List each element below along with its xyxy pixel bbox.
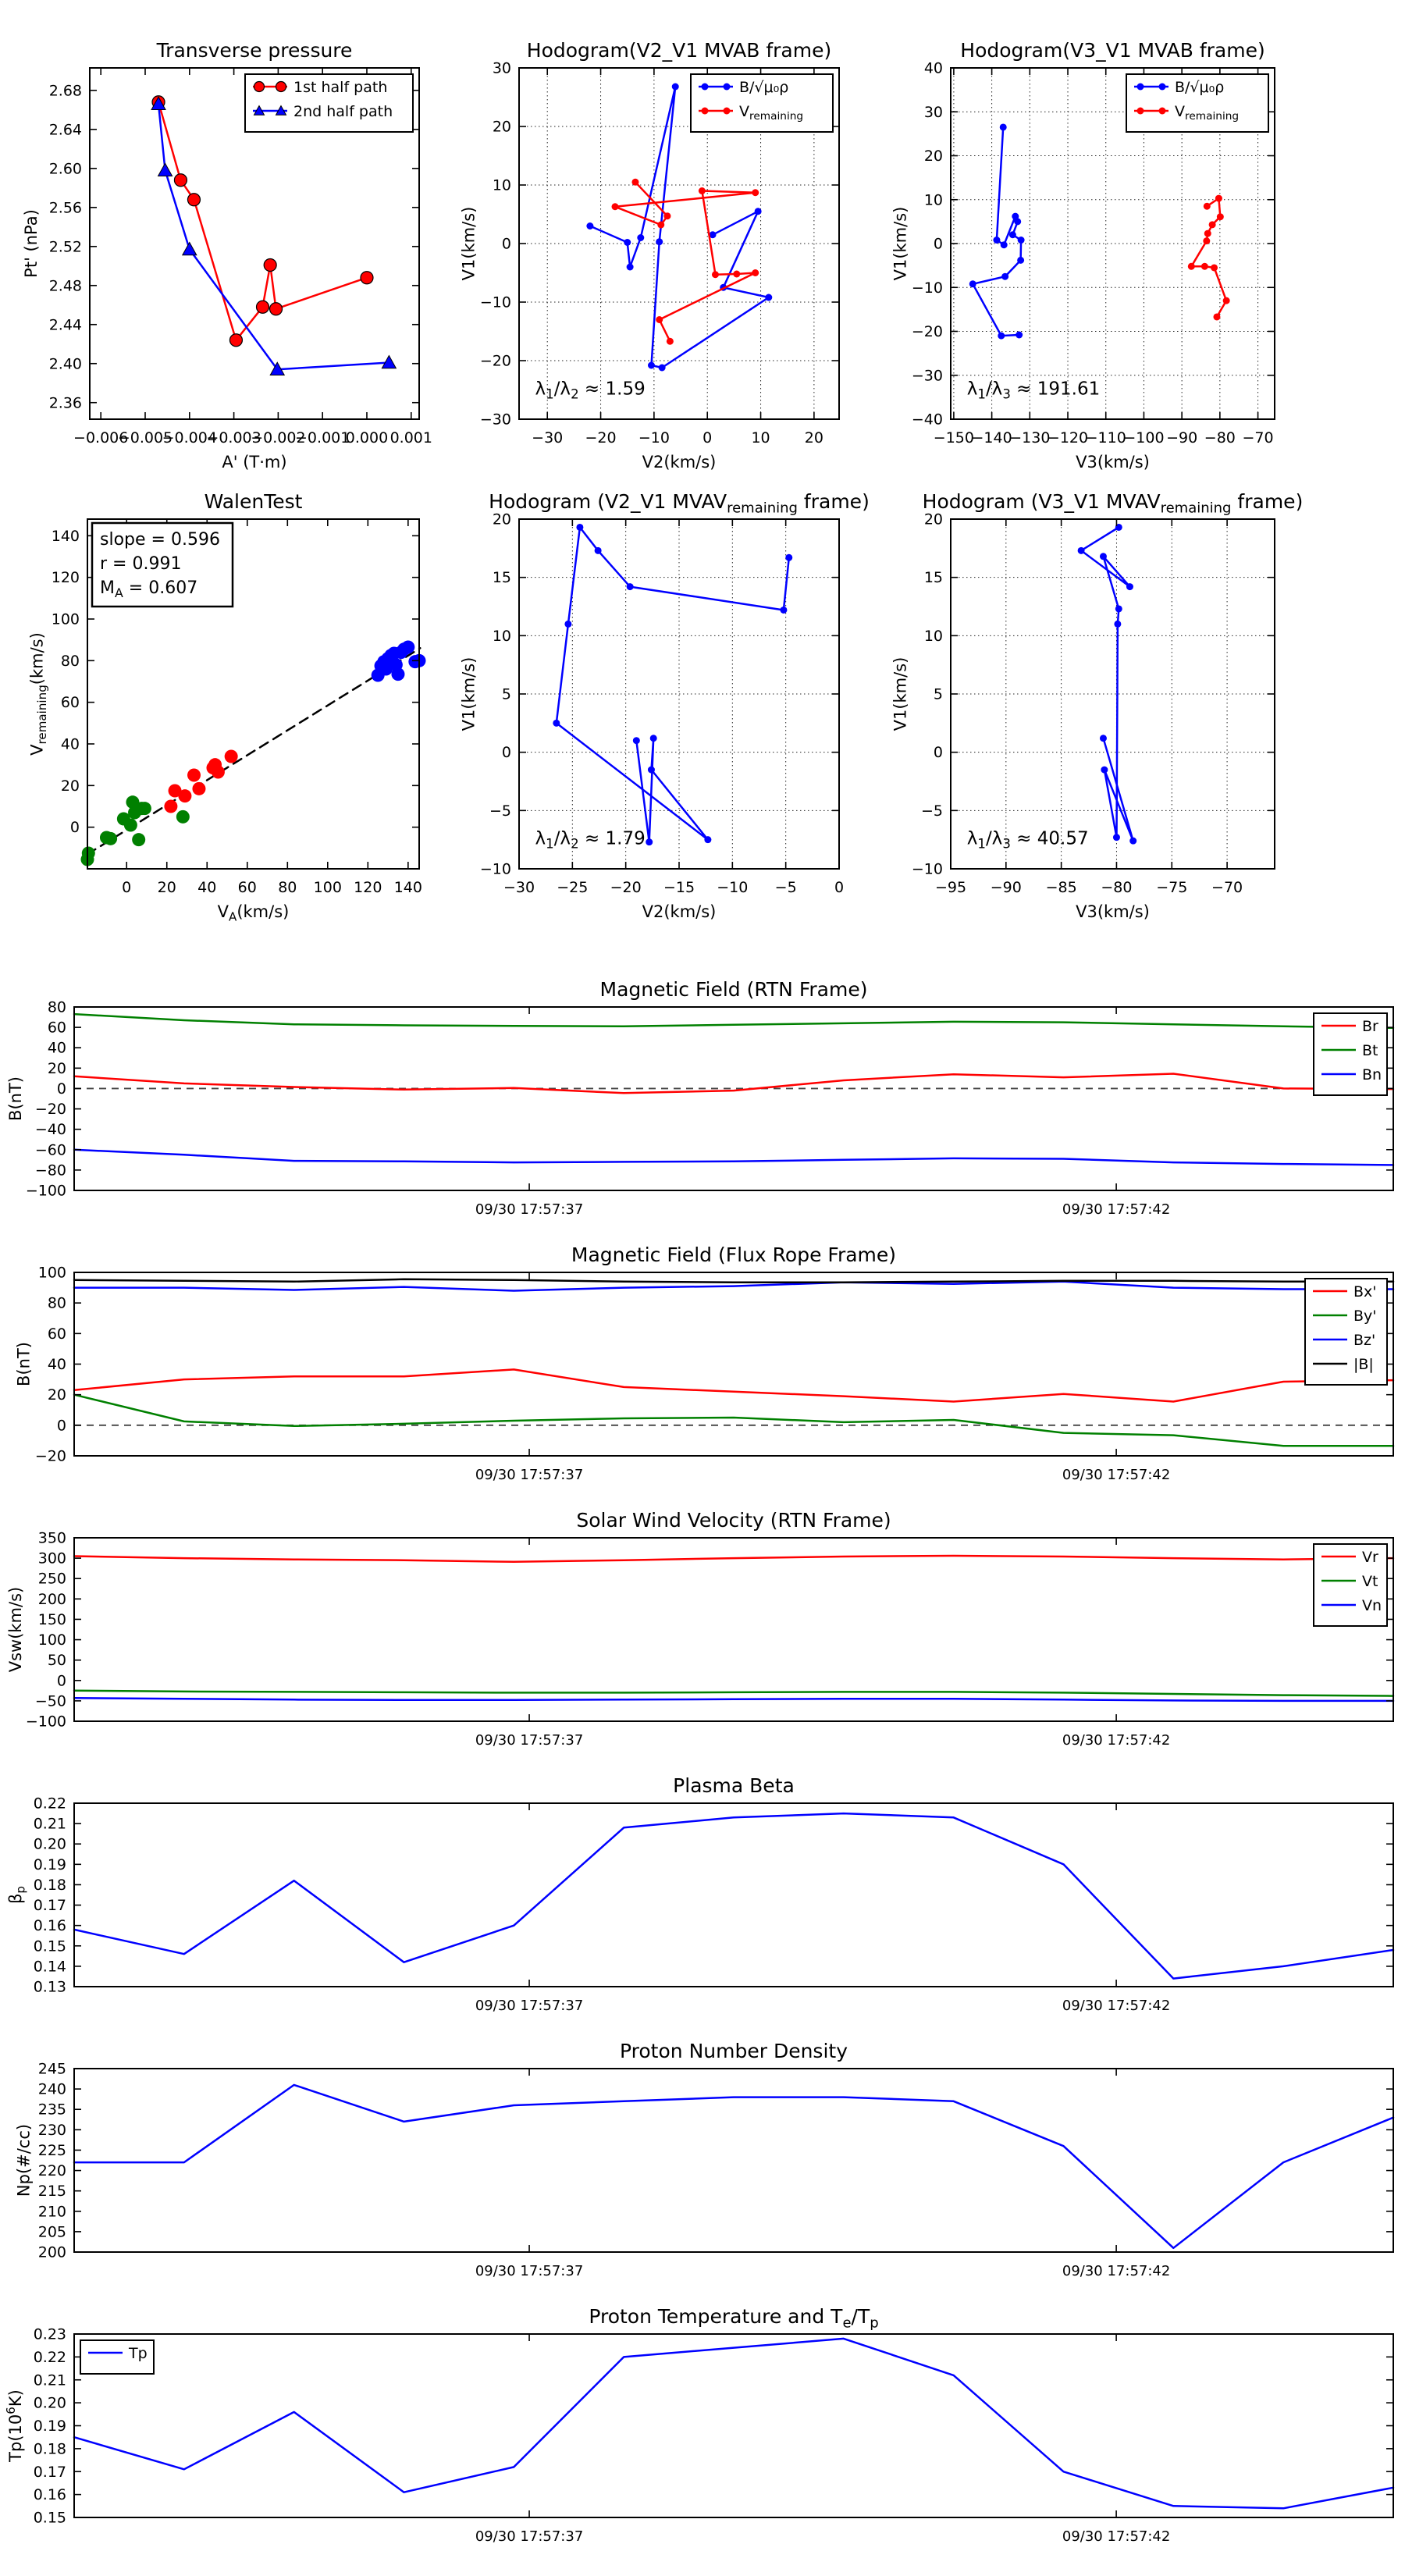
svg-text:−5: −5 [774, 879, 797, 896]
svg-text:−20: −20 [911, 323, 943, 340]
svg-text:λ1/λ2 ≈ 1.79: $\lambda_1/\lambda_2 \approx 1.79$ [535, 828, 646, 852]
svg-text:60: 60 [47, 1325, 66, 1343]
svg-text:20: 20 [47, 1059, 66, 1077]
svg-text:20: 20 [47, 1386, 66, 1404]
svg-text:2.48: 2.48 [48, 277, 82, 295]
svg-text:235: 235 [37, 2101, 66, 2119]
svg-text:−5: −5 [489, 802, 511, 820]
svg-text:−25: −25 [557, 879, 589, 896]
svg-text:−5: −5 [920, 802, 943, 820]
svg-text:−20: −20 [479, 352, 511, 370]
svg-text:100: 100 [313, 879, 342, 896]
svg-text:−85: −85 [1045, 879, 1077, 896]
svg-text:|B|: |B| [1353, 1356, 1374, 1373]
svg-text:B(nT): B(nT) [6, 1076, 25, 1121]
svg-text:09/30 17:57:37: 09/30 17:57:37 [475, 1998, 584, 2014]
svg-text:−40: −40 [34, 1121, 66, 1139]
svg-text:215: 215 [37, 2183, 66, 2201]
svg-text:5: 5 [933, 685, 943, 703]
svg-text:Vsw(km/s): Vsw(km/s) [6, 1586, 25, 1673]
svg-text:80: 80 [47, 1294, 66, 1312]
chart-magnetic-field-rtn [6, 978, 1393, 1218]
svg-text:0.16: 0.16 [33, 1917, 66, 1935]
svg-text:−10: −10 [479, 860, 511, 878]
svg-text:Br: Br [1362, 1018, 1378, 1035]
chart-hodogram-v3v1-mvab [891, 39, 1275, 471]
svg-text:09/30 17:57:37: 09/30 17:57:37 [475, 2528, 584, 2545]
svg-text:0.15: 0.15 [33, 2509, 66, 2527]
svg-text:−70: −70 [1242, 429, 1274, 447]
svg-text:210: 210 [37, 2203, 66, 2221]
svg-text:0.19: 0.19 [33, 1856, 66, 1873]
svg-text:0.16: 0.16 [33, 2486, 66, 2504]
svg-text:350: 350 [37, 1529, 66, 1547]
svg-text:0.000: 0.000 [345, 429, 389, 447]
svg-text:−10: −10 [638, 429, 670, 447]
chart-hodogram-v2v1-mvav [460, 490, 870, 921]
svg-text:V1(km/s): V1(km/s) [891, 656, 910, 731]
svg-text:−100: −100 [25, 1182, 66, 1200]
svg-text:−30: −30 [532, 429, 564, 447]
svg-text:60: 60 [60, 694, 80, 712]
svg-text:80: 80 [60, 652, 80, 670]
svg-text:20: 20 [804, 429, 823, 447]
chart-walen-test [28, 490, 426, 924]
svg-text:−110: −110 [1085, 429, 1126, 447]
svg-text:−0.004: −0.004 [162, 429, 217, 447]
svg-text:30: 30 [492, 59, 511, 77]
svg-text:−50: −50 [34, 1692, 66, 1710]
svg-text:0: 0 [56, 1080, 66, 1098]
svg-text:10: 10 [923, 191, 943, 209]
svg-text:V2(km/s): V2(km/s) [642, 453, 717, 471]
svg-text:−75: −75 [1156, 879, 1188, 896]
svg-text:2.60: 2.60 [48, 160, 82, 178]
svg-text:100: 100 [51, 610, 80, 628]
svg-text:2.56: 2.56 [48, 199, 82, 217]
svg-text:09/30 17:57:42: 09/30 17:57:42 [1062, 1998, 1171, 2014]
svg-text:15: 15 [923, 569, 943, 587]
svg-text:20: 20 [60, 777, 80, 795]
svg-text:0: 0 [933, 235, 943, 253]
svg-text:0.14: 0.14 [33, 1958, 66, 1976]
svg-text:−80: −80 [1204, 429, 1236, 447]
svg-text:80: 80 [278, 879, 297, 896]
svg-text:150: 150 [37, 1610, 66, 1628]
svg-text:80: 80 [47, 998, 66, 1016]
svg-text:0: 0 [834, 879, 845, 896]
svg-text:Plasma Beta: Plasma Beta [673, 1774, 795, 1797]
svg-text:−100: −100 [25, 1713, 66, 1731]
svg-text:0.21: 0.21 [33, 1815, 66, 1833]
svg-text:0.18: 0.18 [33, 1876, 66, 1894]
svg-text:Hodogram(V3_V1 MVAB frame): Hodogram(V3_V1 MVAB frame) [960, 39, 1265, 62]
svg-text:40: 40 [47, 1356, 66, 1373]
chart-hodogram-v3v1-mvav [891, 490, 1304, 921]
svg-text:−95: −95 [934, 879, 967, 896]
chart-proton-temperature [4, 2305, 1393, 2545]
svg-text:−100: −100 [1123, 429, 1165, 447]
svg-text:B/√μ₀ρ: B/√μ₀ρ [1175, 79, 1225, 96]
svg-text:VA(km/s): $V_A(km/s)$ [217, 902, 290, 924]
svg-text:−80: −80 [34, 1162, 66, 1179]
svg-text:−90: −90 [1166, 429, 1198, 447]
svg-text:λ1/λ2 ≈ 1.59: $\lambda_1/\lambda_2 \approx 1.59$ [535, 379, 646, 402]
svg-text:Magnetic Field (RTN Frame): Magnetic Field (RTN Frame) [599, 978, 868, 1001]
svg-text:0: 0 [56, 1417, 66, 1435]
chart-proton-number-density [15, 2040, 1394, 2279]
svg-text:140: 140 [51, 527, 80, 545]
svg-text:10: 10 [923, 627, 943, 645]
svg-text:−30: −30 [479, 411, 511, 429]
svg-text:Tp(106K): $Tp(10^6K)$ [4, 2389, 25, 2462]
svg-text:100: 100 [37, 1631, 66, 1649]
svg-text:245: 245 [37, 2060, 66, 2078]
chart-hodogram-v2v1-mvab [460, 39, 840, 471]
svg-text:0.23: 0.23 [33, 2325, 66, 2343]
svg-text:100: 100 [37, 1264, 66, 1282]
svg-text:−90: −90 [990, 879, 1022, 896]
svg-text:−60: −60 [34, 1141, 66, 1159]
svg-text:20: 20 [492, 118, 511, 136]
svg-text:Hodogram (V3_V1 MVAVremaining: Hodogram (V3_V1 $MVAV_{remaining}$ frame) [922, 490, 1304, 517]
svg-text:225: 225 [37, 2141, 66, 2159]
svg-text:40: 40 [47, 1039, 66, 1057]
svg-text:Bz': Bz' [1353, 1332, 1376, 1349]
svg-text:30: 30 [923, 103, 943, 121]
svg-text:V1(km/s): V1(km/s) [459, 656, 478, 731]
svg-text:A' (T·m): A' (T·m) [222, 453, 287, 471]
svg-text:Vremaining: $V_{remaining}$ [1175, 103, 1240, 123]
svg-text:Np(#/cc): Np(#/cc) [14, 2123, 34, 2197]
svg-text:Vn: Vn [1362, 1597, 1382, 1614]
svg-text:Proton Number Density: Proton Number Density [620, 2040, 848, 2062]
chart-solar-wind-velocity-rtn [6, 1509, 1393, 1749]
svg-text:50: 50 [47, 1652, 66, 1670]
svg-text:10: 10 [492, 627, 511, 645]
svg-text:Proton Temperature and Te/Tp: Proton Temperature and $T_e/T_p$ [589, 2305, 879, 2332]
chart-plasma-beta [6, 1774, 1393, 2014]
svg-text:−120: −120 [1047, 429, 1089, 447]
svg-text:230: 230 [37, 2121, 66, 2139]
svg-text:0.21: 0.21 [33, 2371, 66, 2389]
svg-text:0: 0 [69, 819, 80, 837]
svg-text:0.20: 0.20 [33, 1835, 66, 1853]
svg-text:0: 0 [933, 744, 943, 762]
svg-text:−30: −30 [503, 879, 535, 896]
svg-text:0: 0 [122, 879, 132, 896]
svg-text:V2(km/s): V2(km/s) [642, 902, 717, 921]
svg-text:1st half path: 1st half path [293, 79, 388, 96]
svg-text:0.15: 0.15 [33, 1937, 66, 1955]
svg-text:2.44: 2.44 [48, 316, 82, 334]
svg-text:Tp: Tp [129, 2345, 148, 2362]
svg-text:−140: −140 [971, 429, 1012, 447]
svg-text:B/√μ₀ρ: B/√μ₀ρ [739, 79, 789, 96]
svg-text:Vr: Vr [1362, 1549, 1378, 1566]
svg-text:−10: −10 [911, 860, 943, 878]
svg-text:V3(km/s): V3(km/s) [1076, 453, 1150, 471]
svg-text:B(nT): B(nT) [14, 1342, 34, 1386]
svg-text:−20: −20 [610, 879, 642, 896]
svg-text:0.001: 0.001 [389, 429, 432, 447]
svg-text:09/30 17:57:42: 09/30 17:57:42 [1062, 2263, 1171, 2279]
chart-transverse-pressure [22, 39, 432, 471]
svg-text:205: 205 [37, 2223, 66, 2241]
svg-text:5: 5 [501, 685, 511, 703]
svg-text:120: 120 [51, 569, 80, 587]
svg-text:0.17: 0.17 [33, 2463, 66, 2481]
svg-text:0.19: 0.19 [33, 2418, 66, 2435]
svg-text:0: 0 [56, 1672, 66, 1690]
svg-text:2.68: 2.68 [48, 82, 82, 100]
svg-text:0.17: 0.17 [33, 1897, 66, 1915]
svg-text:Bx': Bx' [1353, 1283, 1377, 1300]
svg-text:09/30 17:57:37: 09/30 17:57:37 [475, 1732, 584, 1749]
svg-text:Hodogram(V2_V1 MVAB frame): Hodogram(V2_V1 MVAB frame) [526, 39, 832, 62]
svg-text:Bn: Bn [1362, 1066, 1382, 1083]
svg-text:λ1/λ3 ≈ 40.57: $\lambda_1/\lambda_3 \approx 40.57$ [966, 828, 1089, 852]
svg-text:0.22: 0.22 [33, 1795, 66, 1813]
svg-text:−20: −20 [34, 1101, 66, 1119]
svg-text:2.40: 2.40 [48, 355, 82, 373]
svg-text:λ1/λ3 ≈ 191.61: $\lambda_1/\lambda_3 \approx 191.61$ [966, 379, 1101, 402]
svg-text:40: 40 [923, 59, 943, 77]
svg-text:V1(km/s): V1(km/s) [459, 206, 478, 281]
chart-magnetic-field-flux-rope [15, 1244, 1394, 1483]
svg-text:60: 60 [47, 1019, 66, 1037]
svg-text:09/30 17:57:42: 09/30 17:57:42 [1062, 1732, 1171, 1749]
svg-text:V3(km/s): V3(km/s) [1076, 902, 1150, 921]
svg-text:200: 200 [37, 1590, 66, 1608]
svg-text:−130: −130 [1009, 429, 1051, 447]
svg-text:10: 10 [492, 176, 511, 194]
svg-text:0: 0 [501, 235, 511, 253]
svg-text:−10: −10 [911, 279, 943, 297]
svg-text:−30: −30 [911, 367, 943, 385]
svg-text:120: 120 [354, 879, 382, 896]
svg-text:Vremaining: $V_{remaining}$ [739, 103, 804, 123]
svg-text:2.36: 2.36 [48, 394, 82, 412]
svg-text:−70: −70 [1211, 879, 1243, 896]
svg-text:09/30 17:57:37: 09/30 17:57:37 [475, 2263, 584, 2279]
svg-text:60: 60 [237, 879, 257, 896]
svg-text:15: 15 [492, 569, 511, 587]
svg-text:−10: −10 [717, 879, 749, 896]
svg-text:20: 20 [492, 511, 511, 528]
svg-text:2.52: 2.52 [48, 238, 82, 256]
svg-text:Bt: Bt [1362, 1042, 1378, 1059]
svg-text:09/30 17:57:42: 09/30 17:57:42 [1062, 2528, 1171, 2545]
svg-text:0: 0 [702, 429, 713, 447]
svg-text:240: 240 [37, 2080, 66, 2098]
svg-text:−0.001: −0.001 [295, 429, 350, 447]
svg-text:300: 300 [37, 1550, 66, 1567]
svg-text:09/30 17:57:42: 09/30 17:57:42 [1062, 1467, 1171, 1483]
svg-text:−0.002: −0.002 [251, 429, 306, 447]
svg-text:40: 40 [197, 879, 217, 896]
svg-text:220: 220 [37, 2162, 66, 2180]
svg-text:−0.003: −0.003 [206, 429, 261, 447]
svg-text:40: 40 [60, 735, 80, 753]
svg-text:20: 20 [157, 879, 176, 896]
svg-text:09/30 17:57:37: 09/30 17:57:37 [475, 1467, 584, 1483]
svg-text:20: 20 [923, 148, 943, 165]
svg-text:Vremaining(km/s): $V_{remaining}(km/s)$ [27, 632, 50, 756]
svg-text:−80: −80 [1101, 879, 1133, 896]
svg-text:20: 20 [923, 511, 943, 528]
svg-text:140: 140 [393, 879, 422, 896]
svg-text:250: 250 [37, 1570, 66, 1588]
svg-text:V1(km/s): V1(km/s) [891, 206, 910, 281]
svg-text:Solar Wind Velocity (RTN Frame: Solar Wind Velocity (RTN Frame) [576, 1509, 891, 1532]
svg-text:−20: −20 [585, 429, 617, 447]
svg-text:2.64: 2.64 [48, 121, 82, 139]
svg-text:2nd half path: 2nd half path [293, 103, 393, 120]
svg-text:MA = 0.607: $M_A = 0.607$ [100, 578, 198, 600]
svg-text:−15: −15 [663, 879, 695, 896]
svg-text:Vt: Vt [1362, 1573, 1378, 1590]
svg-text:−150: −150 [933, 429, 974, 447]
svg-text:−40: −40 [911, 411, 943, 429]
svg-text:WalenTest: WalenTest [204, 490, 303, 513]
svg-text:Hodogram (V2_V1 MVAVremaining: Hodogram (V2_V1 $MVAV_{remaining}$ frame) [489, 490, 870, 517]
svg-text:0.13: 0.13 [33, 1978, 66, 1996]
svg-text:0.18: 0.18 [33, 2440, 66, 2458]
svg-text:−20: −20 [34, 1447, 66, 1465]
svg-text:slope = 0.596: slope = 0.596 [100, 530, 220, 550]
svg-text:Transverse pressure: Transverse pressure [156, 39, 353, 62]
svg-text:Pt' (nPa): Pt' (nPa) [22, 209, 41, 278]
svg-text:−10: −10 [479, 294, 511, 311]
svg-text:09/30 17:57:42: 09/30 17:57:42 [1062, 1201, 1171, 1218]
svg-text:−0.005: −0.005 [117, 429, 173, 447]
svg-text:09/30 17:57:37: 09/30 17:57:37 [475, 1201, 584, 1218]
svg-text:0.22: 0.22 [33, 2348, 66, 2366]
svg-text:−0.006: −0.006 [73, 429, 129, 447]
svg-text:10: 10 [751, 429, 770, 447]
svg-text:200: 200 [37, 2243, 66, 2261]
svg-text:βp: $\beta_p$ [6, 1886, 28, 1904]
svg-text:0.20: 0.20 [33, 2394, 66, 2412]
svg-text:Magnetic Field (Flux Rope Fram: Magnetic Field (Flux Rope Frame) [571, 1244, 897, 1266]
svg-text:By': By' [1353, 1308, 1377, 1325]
svg-text:0: 0 [501, 744, 511, 762]
svg-text:r = 0.991: r = 0.991 [100, 554, 182, 574]
